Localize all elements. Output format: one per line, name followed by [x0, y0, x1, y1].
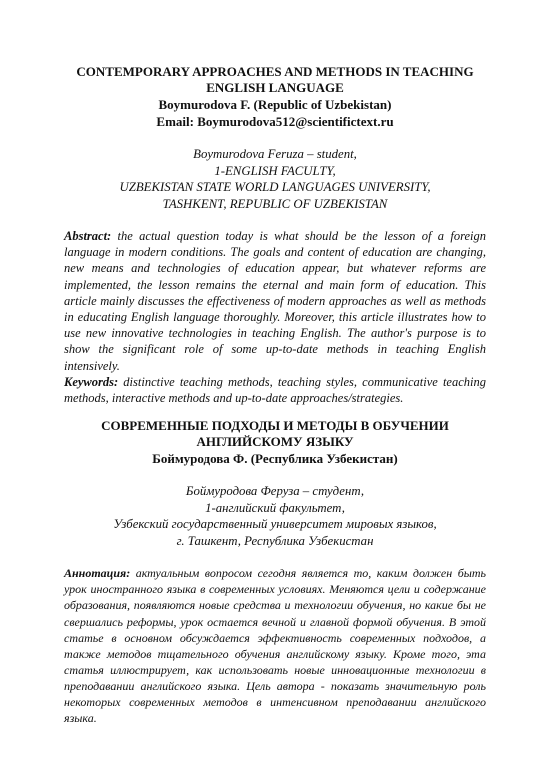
keywords-text-en: distinctive teaching methods, teaching styles, communicative teaching methods, interactive methods and up-to-date approaches/strategies. [64, 374, 486, 406]
abstract-label-ru: Аннотация: [64, 566, 131, 581]
paper-title-en: CONTEMPORARY APPROACHES AND METHODS IN TEACHING ENGLISH LANGUAGE [76, 64, 474, 95]
email-en: Email: Boymurodova512@scientifictext.ru [156, 114, 394, 129]
affiliation-line: Boymurodova Feruza – student, [193, 147, 357, 161]
abstract-text-ru: актуальным вопросом сегодня является то, каким должен быть урок иностранного языка в современных условиях. Меняются цели и содержание образования, появляются новые средства и технологии обучения, но какие бы не свершались реформы, урок остается вечной и главной формой обучения. В этой статье в основном обсуждается эффективность современных подходов, а также методов тщательного обучения английскому языку. Кроме того, эта статья иллюстрирует, как использовать новые инновационные технологии в преподавании английского языка. Цель автора - показать значительную роль некоторых современных методов в интенсивном преподавании английского языка. [64, 566, 486, 726]
keywords-en [64, 374, 486, 406]
author-ru: Боймуродова Ф. (Республика Узбекистан) [152, 451, 398, 467]
author-en: Boymurodova F. (Republic of Uzbekistan) [158, 97, 392, 112]
affiliation-line: 1-английский факультет, [205, 500, 345, 515]
affiliation-en [64, 146, 486, 212]
affiliation-line: 1-ENGLISH FACULTY, [214, 163, 336, 178]
keywords-label-en: Keywords: [64, 374, 119, 389]
affiliation-line: Узбекский государственный университет мировых языков, [113, 517, 437, 532]
paper-page [64, 64, 486, 726]
affiliation-line: UZBEKISTAN STATE WORLD LANGUAGES UNIVERSITY, [119, 180, 431, 194]
affiliation-ru [64, 483, 486, 549]
abstract-text-en: the actual question today is what should be the lesson of a foreign language in modern conditions. The goals and content of education are changing, new means and technologies of education appear, but whatever reforms are implemented, the lesson remains the eternal and main form of education. This article mainly discusses the effectiveness of modern approaches as well as methods in educating English language thoroughly. Moreover, this article illustrates how to use new innovative technologies in teaching English. The author's purpose is to show the significant role of some up-to-date methods in teaching English intensively. [64, 229, 486, 373]
affiliation-line: Боймуродова Феруза – студент, [185, 484, 365, 499]
paper-title-ru: СОВРЕМЕННЫЕ ПОДХОДЫ И МЕТОДЫ В ОБУЧЕНИИ АНГЛИЙСКОМУ ЯЗЫКУ [101, 418, 449, 450]
affiliation-line: г. Ташкент, Республика Узбекистан [176, 533, 374, 548]
abstract-ru [64, 565, 486, 726]
abstract-en [64, 228, 486, 374]
affiliation-line: TASHKENT, REPUBLIC OF UZBEKISTAN [162, 196, 388, 211]
abstract-label-en: Abstract: [64, 229, 112, 243]
